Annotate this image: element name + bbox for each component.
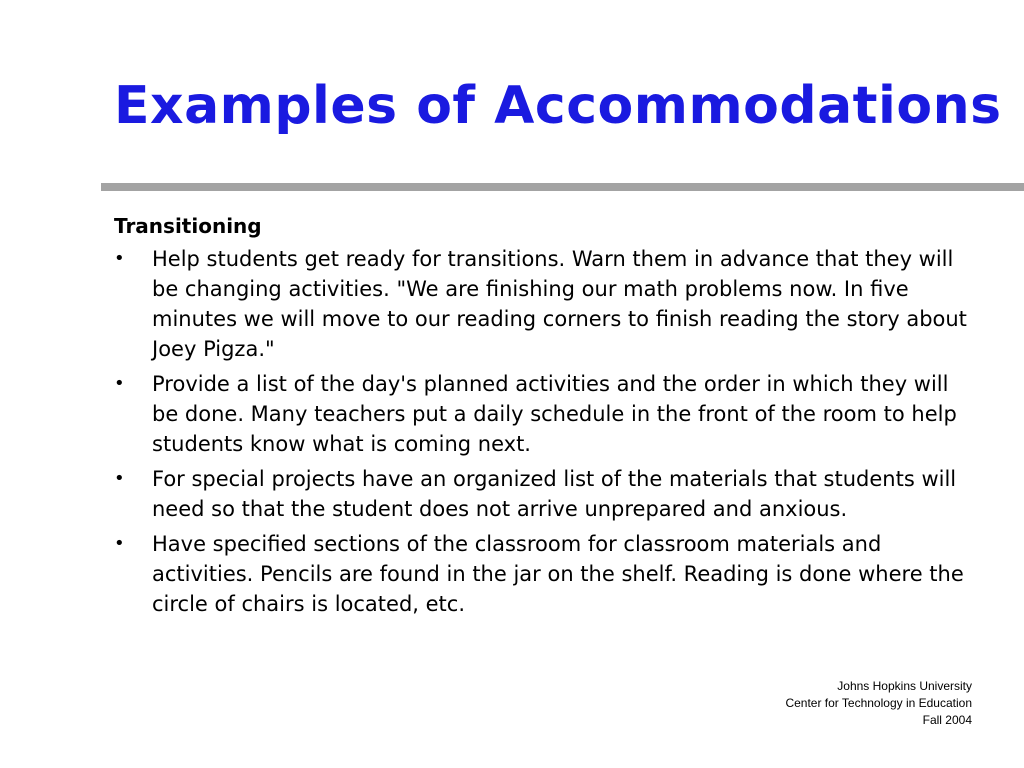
bullet-icon: •	[114, 373, 125, 394]
footer-department: Center for Technology in Education	[785, 696, 972, 710]
bullet-text: Provide a list of the day's planned activities and the order in which they will be done. Many teachers put a daily schedule in the front of the room to help students know what is coming next.	[152, 372, 957, 456]
bullet-icon: •	[114, 533, 125, 554]
title-divider	[101, 183, 1024, 191]
slide-content	[114, 210, 974, 624]
bullet-list	[114, 244, 974, 619]
bullet-text: Have specified sections of the classroom for classroom materials and activities. Pencils are found in the jar on the shelf. Reading is done where the circle of chairs is located, etc.	[152, 532, 964, 616]
bullet-item	[114, 464, 970, 524]
bullet-item	[114, 244, 970, 364]
slide-title: Examples of Accommodations	[114, 76, 1002, 136]
bullet-icon: •	[114, 248, 125, 269]
footer-term: Fall 2004	[922, 713, 972, 727]
footer-institution: Johns Hopkins University	[837, 679, 972, 693]
bullet-item	[114, 369, 970, 459]
section-heading: Transitioning	[114, 214, 262, 238]
bullet-icon: •	[114, 468, 125, 489]
bullet-item	[114, 529, 970, 619]
bullet-text: Help students get ready for transitions. Warn them in advance that they will be changing activities. "We are finishing our math problems now. In five minutes we will move to our reading corners to finish reading the story about Joey Pigza."	[152, 247, 967, 361]
slide-footer	[785, 678, 972, 729]
bullet-text: For special projects have an organized list of the materials that students will need so that the student does not arrive unprepared and anxious.	[152, 467, 957, 521]
